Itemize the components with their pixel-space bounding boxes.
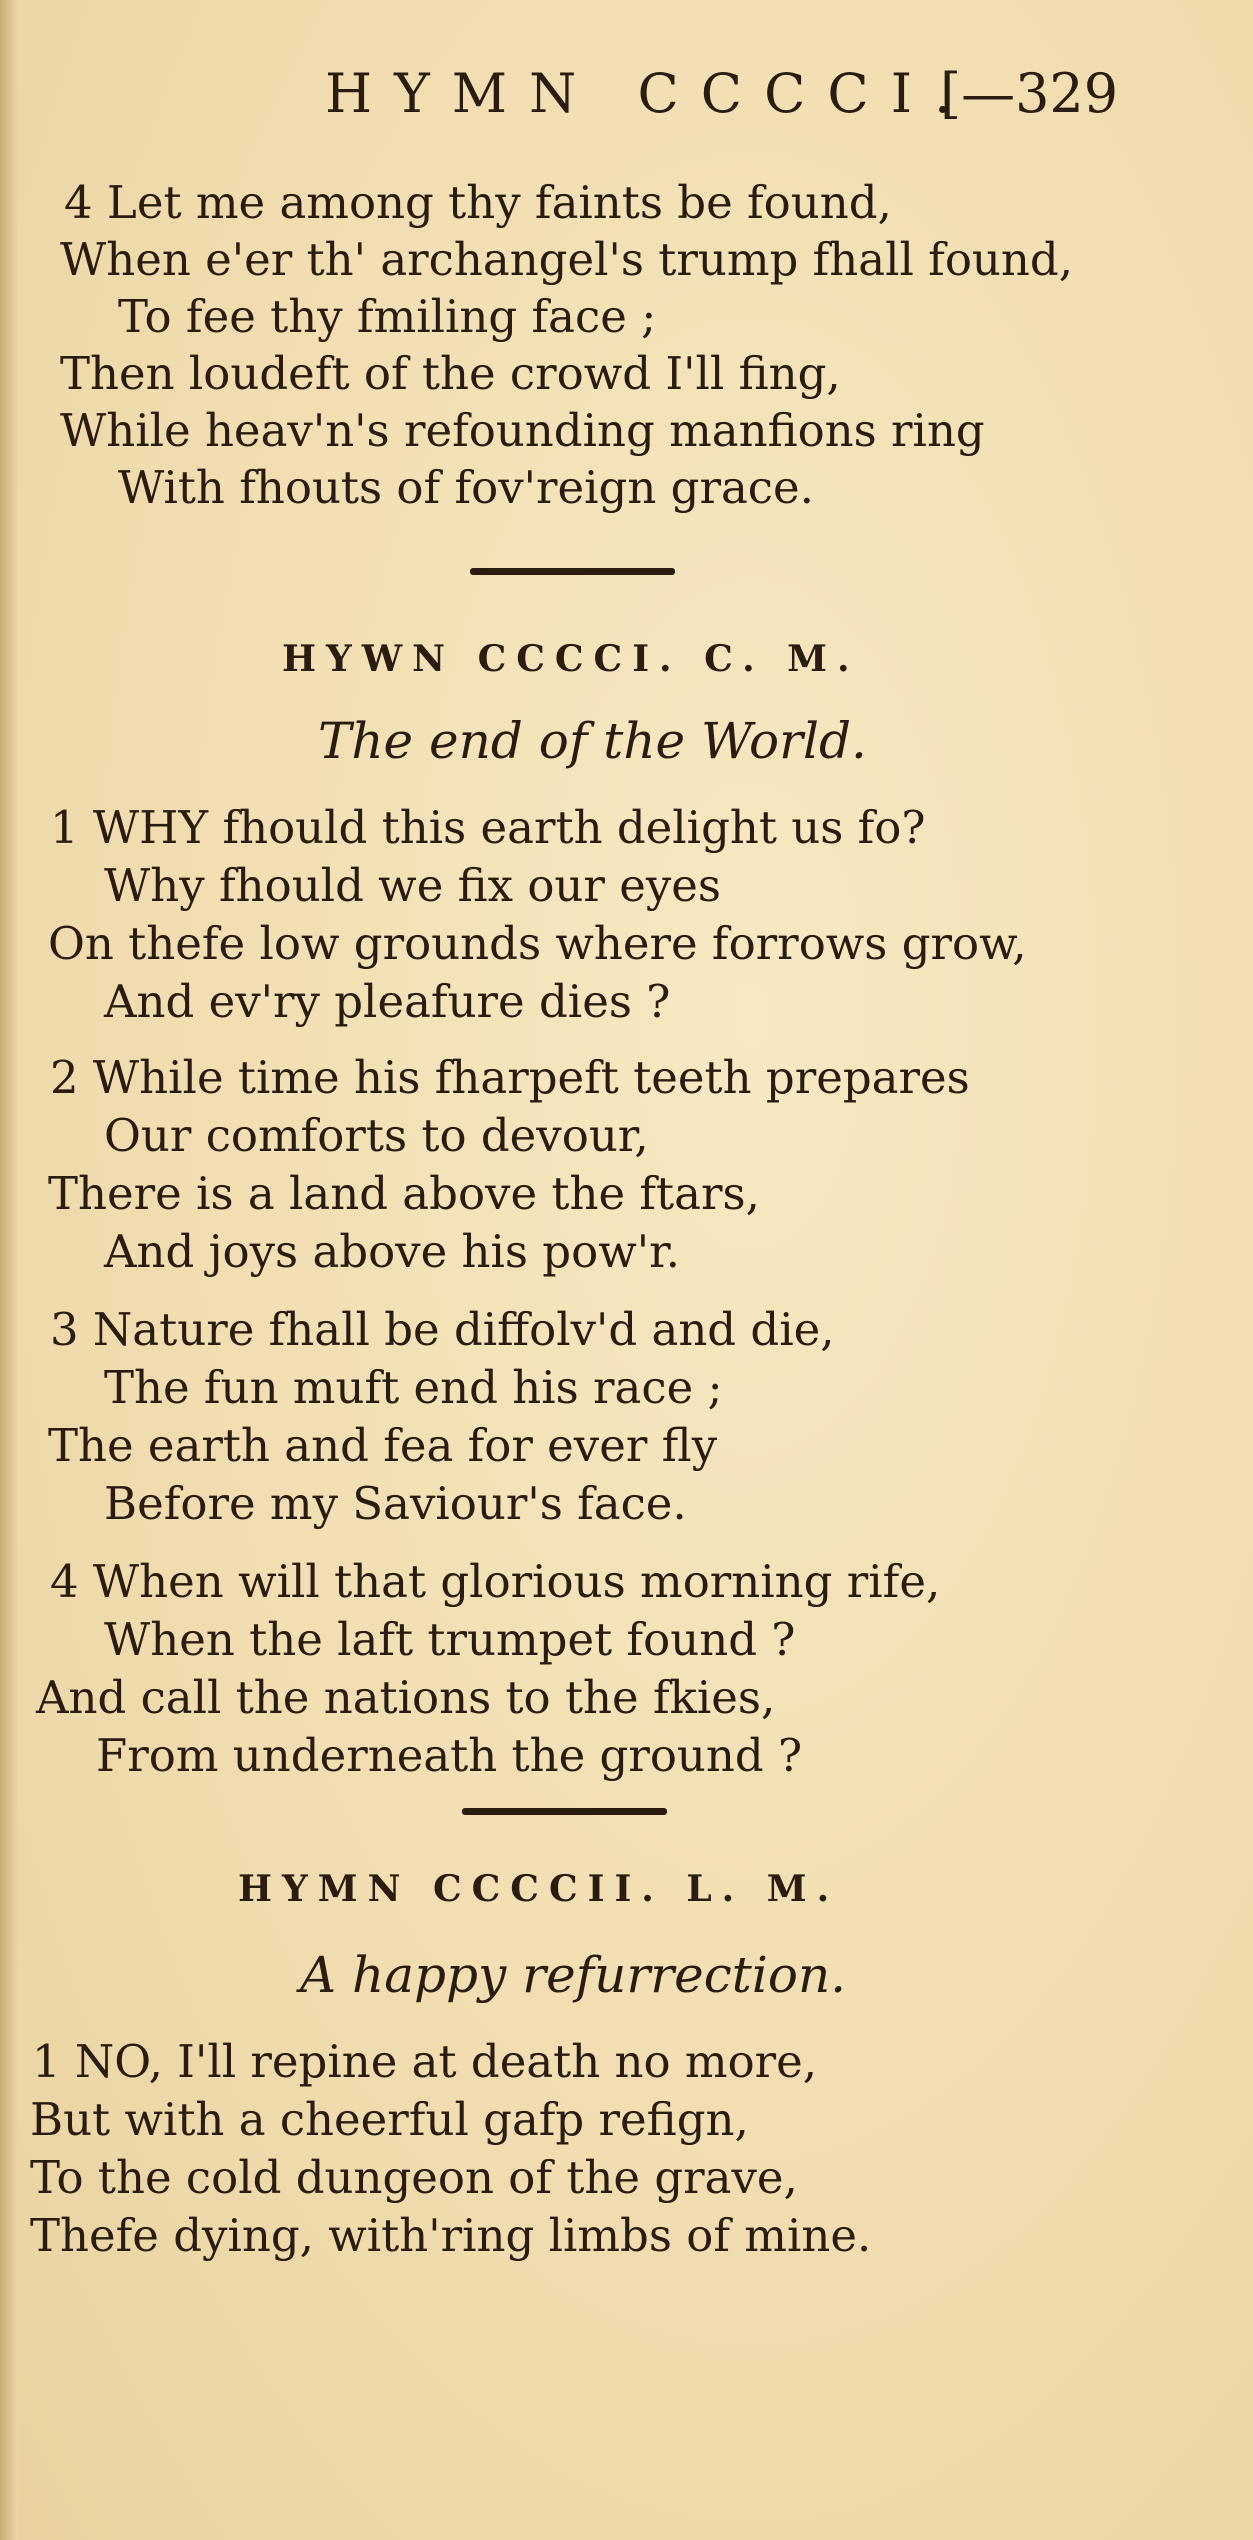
running-title: HYMN CCCCI. [325,62,974,125]
verse-line: 3 Nature fhall be diffolv'd and die, [50,1303,835,1356]
verse-line: But with a cheerful gafp refign, [30,2093,749,2146]
verse-line: Then loudeft of the crowd I'll fing, [60,347,841,400]
verse-line: And joys above his pow'r. [104,1225,680,1278]
hymn-subtitle: The end of the World. [318,712,867,770]
verse-line: 2 While time his fharpeft teeth prepares [50,1051,970,1104]
verse-line: Thefe dying, with'ring limbs of mine. [30,2209,872,2262]
verse-line: With fhouts of fov'reign grace. [118,461,814,514]
verse-line: To fee thy fmiling face ; [118,290,657,343]
page-header [0,62,1253,132]
verse-line: 4 Let me among thy faints be found, [64,176,892,229]
hymn-heading: HYWN CCCCI. C. M. [282,638,860,680]
hymn-heading: HYMN CCCCII. L. M. [238,1868,840,1910]
verse-line: Why fhould we fix our eyes [104,859,721,912]
verse-line: On thefe low grounds where forrows grow, [48,917,1027,970]
verse-line: When the laft trumpet found ? [104,1613,796,1666]
verse-line: The fun muft end his race ; [104,1361,723,1414]
verse-line: There is a land above the ftars, [48,1167,760,1220]
verse-line: To the cold dungeon of the grave, [30,2151,798,2204]
page-number: [—329 [940,62,1119,125]
section-divider [462,1808,667,1815]
verse-line: And call the nations to the fkies, [36,1671,776,1724]
verse-line: When e'er th' archangel's trump fhall found, [60,233,1074,286]
verse-line: And ev'ry pleafure dies ? [104,975,671,1028]
verse-line: From underneath the ground ? [96,1729,803,1782]
verse-line: 1 NO, I'll repine at death no more, [32,2035,818,2088]
verse-line: 1 WHY fhould this earth delight us fo? [50,801,926,854]
page-edge [0,0,18,2540]
verse-line: Our comforts to devour, [104,1109,649,1162]
verse-line: Before my Saviour's face. [104,1477,687,1530]
hymn-subtitle: A happy refurrection. [300,1946,847,2004]
verse-line: The earth and fea for ever fly [48,1419,718,1472]
section-divider [470,568,675,575]
verse-line: 4 When will that glorious morning rife, [50,1555,941,1608]
verse-line: While heav'n's refounding manfions ring [60,404,985,457]
